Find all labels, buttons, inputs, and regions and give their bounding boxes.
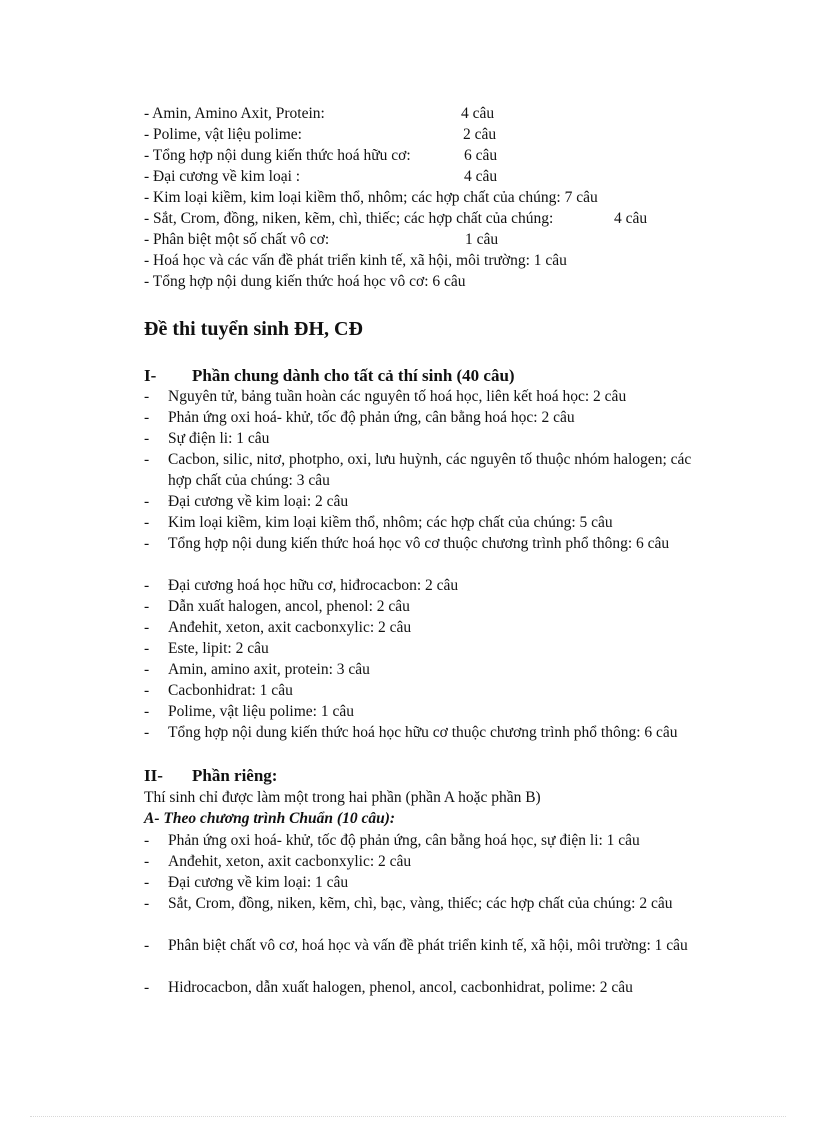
list-item: - Anđehit, xeton, axit cacbonxylic: 2 câu — [144, 619, 412, 636]
list-item: - Đại cương về kim loại : 4 câu — [144, 168, 498, 185]
list-item: - Dẫn xuất halogen, ancol, phenol: 2 câu — [144, 598, 410, 615]
list-item: - Sắt, Crom, đồng, niken, kẽm, chì, thiếc; các hợp chất của chúng: 4 câu — [144, 210, 648, 227]
list-item: - Nguyên tử, bảng tuần hoàn các nguyên tố hoá học, liên kết hoá học: 2 câu — [144, 388, 627, 405]
section-title: Phần riêng: — [192, 766, 278, 785]
list-item: - Tổng hợp nội dung kiến thức hoá hữu cơ: 6 câu — [144, 147, 498, 164]
page-divider — [30, 1116, 786, 1117]
list-item: - Kim loại kiềm, kim loại kiềm thổ, nhôm; các hợp chất của chúng: 7 câu — [144, 189, 598, 206]
list-item: - Cacbonhidrat: 1 câu — [144, 682, 293, 699]
list-item: - Đại cương hoá học hữu cơ, hiđrocacbon: 2 câu — [144, 577, 459, 594]
list-item: - Hoá học và các vấn đề phát triển kinh tế, xã hội, môi trường: 1 câu — [144, 252, 567, 269]
list-item: - Phân biệt chất vô cơ, hoá học và vấn đề phát triển kinh tế, xã hội, môi trường: 1 câu — [144, 937, 688, 954]
list-item: - Phản ứng oxi hoá- khử, tốc độ phản ứng, cân bằng hoá học: 2 câu — [144, 409, 575, 426]
list-item: - Tổng hợp nội dung kiến thức hoá học vô cơ: 6 câu — [144, 273, 466, 290]
section-number: I- — [144, 366, 157, 385]
section-intro: Thí sinh chỉ được làm một trong hai phần (phần A hoặc phần B) — [144, 789, 541, 806]
list-item: - Sự điện li: 1 câu — [144, 430, 270, 447]
list-item: - Tổng hợp nội dung kiến thức hoá học hữu cơ thuộc chương trình phổ thông: 6 câu — [144, 724, 678, 741]
list-item: - Đại cương về kim loại: 1 câu — [144, 874, 349, 891]
list-item: - Tổng hợp nội dung kiến thức hoá học vô cơ thuộc chương trình phổ thông: 6 câu — [144, 535, 670, 552]
page-title: Đề thi tuyển sinh ĐH, CĐ — [144, 318, 363, 340]
list-item: - Cacbon, silic, nitơ, photpho, oxi, lưu huỳnh, các nguyên tố thuộc nhóm halogen; các hợp chất của chúng: 3 câu — [144, 451, 692, 489]
list-item: - Amin, Amino Axit, Protein: 4 câu — [144, 105, 495, 122]
list-item: - Este, lipit: 2 câu — [144, 640, 269, 657]
list-item: - Anđehit, xeton, axit cacbonxylic: 2 câu — [144, 853, 412, 870]
list-item: - Đại cương về kim loại: 2 câu — [144, 493, 349, 510]
list-item: - Kim loại kiềm, kim loại kiềm thổ, nhôm; các hợp chất của chúng: 5 câu — [144, 514, 613, 531]
section-title: Phần chung dành cho tất cả thí sinh (40 câu) — [192, 366, 515, 385]
list-item: - Phân biệt một số chất vô cơ: 1 câu — [144, 231, 499, 248]
subsection-title: A- Theo chương trình Chuẩn (10 câu): — [144, 810, 396, 827]
list-item: - Polime, vật liệu polime: 1 câu — [144, 703, 354, 720]
list-item: - Polime, vật liệu polime: 2 câu — [144, 126, 497, 143]
section-number: II- — [144, 766, 163, 785]
list-item: - Sắt, Crom, đồng, niken, kẽm, chì, bạc, vàng, thiếc; các hợp chất của chúng: 2 câu — [144, 895, 673, 912]
list-item: - Amin, amino axit, protein: 3 câu — [144, 661, 370, 678]
list-item: - Hidrocacbon, dẫn xuất halogen, phenol, ancol, cacbonhidrat, polime: 2 câu — [144, 979, 633, 996]
list-item: - Phản ứng oxi hoá- khử, tốc độ phản ứng, cân bằng hoá học, sự điện li: 1 câu — [144, 832, 640, 849]
